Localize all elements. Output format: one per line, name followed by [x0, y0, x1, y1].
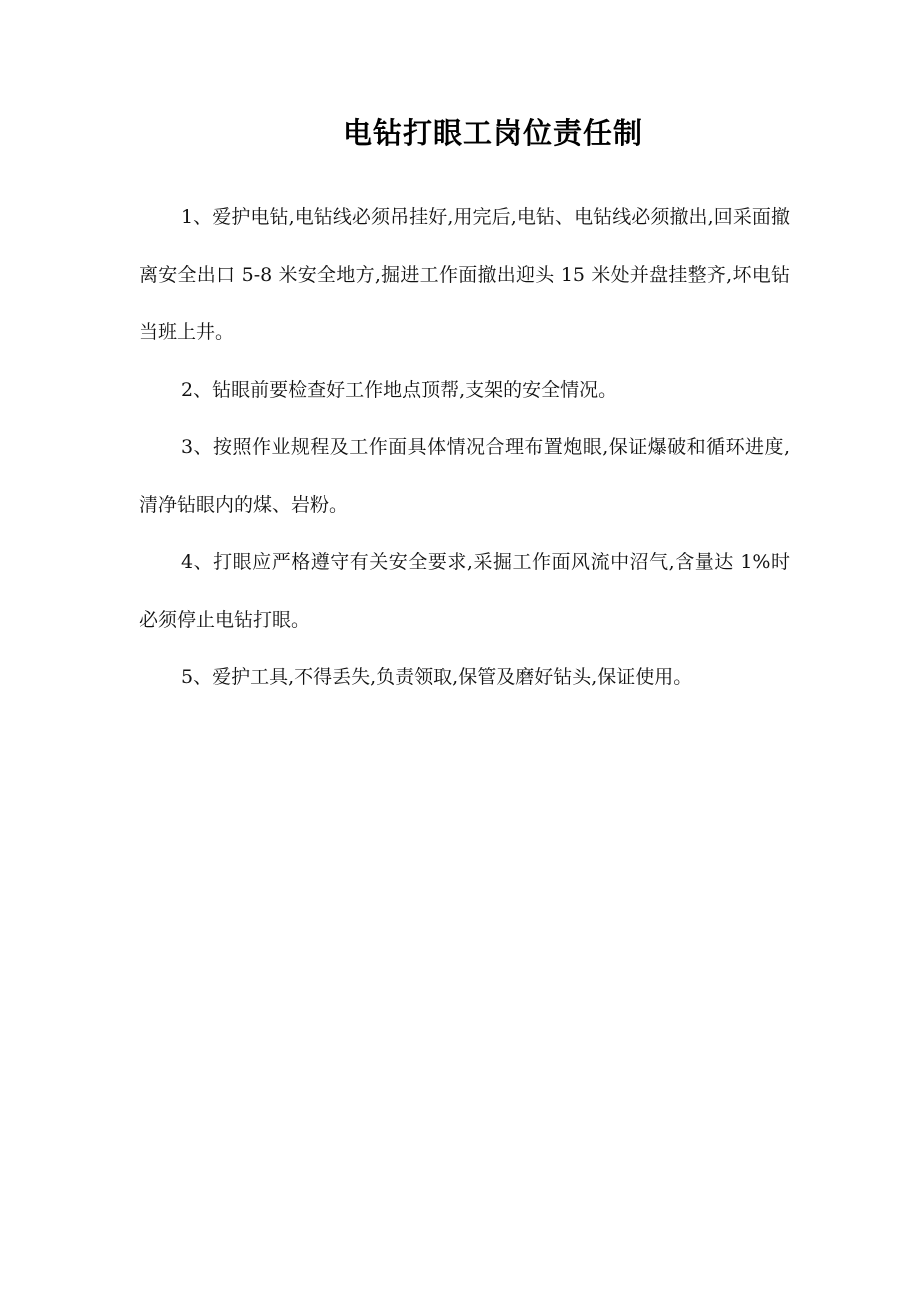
document-title: 电钻打眼工岗位责任制: [342, 116, 643, 150]
paragraph-3: 3、按照作业规程及工作面具体情况合理布置炮眼,保证爆破和循环进度,清净钻眼内的煤、岩粉。: [139, 436, 790, 516]
paragraph-5: 5、爱护工具,不得丢失,负责领取,保管及磨好钻头,保证使用。: [181, 666, 693, 688]
document-body: [139, 189, 790, 707]
paragraph-2: 2、钻眼前要检查好工作地点顶帮,支架的安全情况。: [181, 378, 618, 401]
paragraph-1: 1、爱护电钻,电钻线必须吊挂好,用完后,电钻、电钻线必须撤出,回采面撤离安全出口 5-8 米安全地方,掘进工作面撤出迎头 15 米处并盘挂整齐,坏电钻当班上井。: [139, 206, 790, 343]
paragraph-4: 4、打眼应严格遵守有关安全要求,采掘工作面风流中沼气,含量达 1%时必须停止电钻打眼。: [139, 551, 790, 631]
